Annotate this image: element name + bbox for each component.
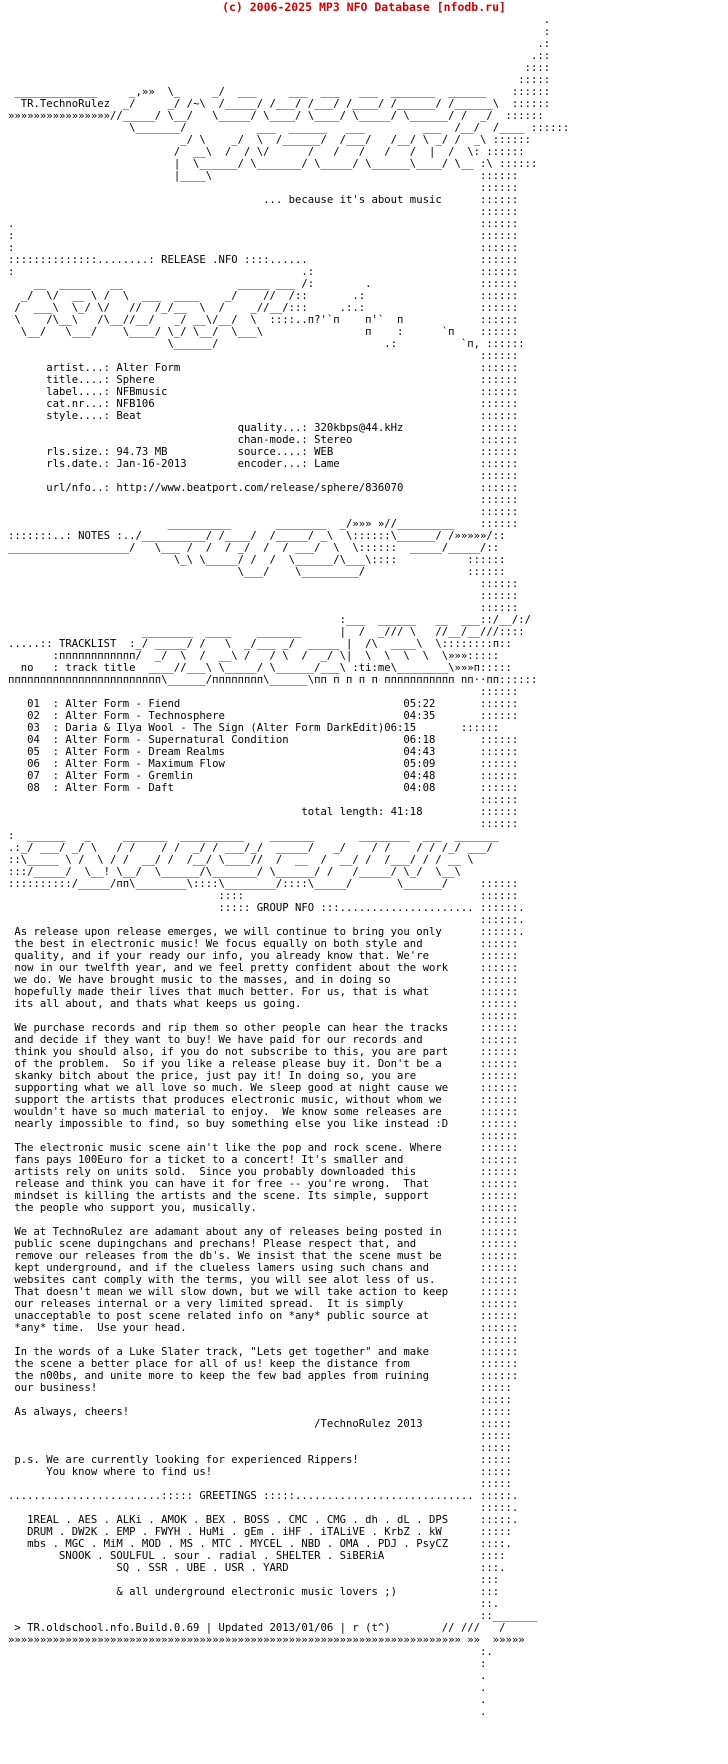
nfodb-credit-header[interactable]: (c) 2006-2025 MP3 NFO Database [nfodb.ru] [222, 0, 506, 14]
nfo-ascii-text: . : .: .:: :::: ::::: _____________ _,»» \_ _/ ___ ___ ___ ___ _______ ______ :::::: TR.TechnoRulez _/ _/ /~\ /_____/ /___/ /___/ /____/ /______/ /______\ :::::: »»»»»»»»»»»»»»»»//_____/ \__/ \_____/ \____/ \____/ \_____/ \______/ / _/ :::::: \_______/ ___ ______ ___ ___ /__/ /____ :::::: _/ \ _/ \ /______/ /___/ /__/ \ _/ / _\ :::::: / __\ / / \/ / / / / / | / \: :::::: | \______/ \_______/ \_____/ \______\____/ \__ :\ :::::: |____\ :::::: :::::: ... because it's about music :::::: :::::: . :::::: : :::::: : :::::: ::::::::::::::........: RELEASE .NFO ::::...... :::::: : .: :::::: __ _____ __ _____ ___ /: . :::::: _/ \/ __ \ / \ ___ ____ _/ // /:: .: :::::: / ___\ \_/ \/ // /_/__ \ / _//__/::: .:.: :::::: \ /\__\ /\__//__/ _/ __\/__/ \ ::::..п?'`п п'` п :::::: \__/ \___/ \____/ \_/ \__/ \___\ п : `п :::::: \______/ .: `п, :::::: :::::: artist...: Alter Form :::::: title....: Sphere :::::: label....: NFBmusic :::::: cat.nr...: NFB106 :::::: style....: Beat :::::: quality...: 320kbps@44.kHz :::::: chan-mode.: Stereo :::::: rls.size.: 94.73 MB source....: WEB :::::: rls.date.: Jan-16-2013 encoder...: Lame :::::: :::::: url/nfo..: http://www.beatport.com/release/sphere/836070 :::::: :::::: :::::: __________ ________ _/»»» »//_________ :::::: :::::::..: NOTES :../__________/ /____/ /_____/ _\ \::::::\______/ /»»»»»/:: ___________________/ \___ / / / _/ / / ___/ \ \:::::: _____/_____/:: \_\ \_____/ / / \______/\___\:::: :::::: \___/ \_________/ :::::: :::::: :::::: :::::: :___ ______ __ ___::/__/:/ ________ ____ _______ | / _/// \ //__/__///:::: .....:: TRACKLIST :_/ _____/ / \ _/___ _/ _____ | /\ ____\ \::::::::п:: :пппппппппппп/ _/ \ / __\ / / \ / _/ \| \ \ \ \ \»»»::::: no : track title ____//___\ \_____/ \______/___\ :ti:me\________\»»»п::::: пппппппппппппппппппппппп\______/пппппппп\______\пп п п п п ппппппппппп пп··пп:::::: :::::: 01 : Alter Form - Fiend 05:22 :::::: 02 : Alter Form - Technosphere 04:35 :::::: 03 : Daria & Ilya Wool - The Sign (Alter Form DarkEdit)06:15 :::::: 04 : Alter Form - Supernatural Condition 06:18 :::::: 05 : Alter Form - Dream Realms 04:43 :::::: 06 : Alter Form - Maximum Flow 05:09 :::::: 07 : Alter Form - Gremlin 04:48 :::::: 08 : Alter Form - Daft 04:08 :::::: :::::: total length: 41:18 :::::: :::::: : ______ _ _______ __________ _______ ________ ___ _______ .:_/ ___/ _/ \ / / / / _/ / ___/_/ _____/ _/ / / / / /_/ ___/ ::\_____ \ / \ / / __/ / /__/ \____// / __ / __/ / /___/ / / __ \ :::/_____/ \__! \__/ \______/\_______/ \______/ / /_____/ \_/ \__\ ::::::::::/_____/пп\________\::::\________/::::\_____/ \______/ :::::: :::: :::::: ::::: GROUP NFO :::..................... ::::::. ::::::. As release upon release emerges, we will continue to bring you only ::::::. the best in electronic music! We focus equally on both style and :::::: quality, and if your ready our info, you already know that. We're :::::: now in our twelfth year, and we feel pretty confident about the work :::::: we do. We have brought music to the masses, and in doing so :::::: hopefully made their lives that much better. For us, that is what :::::: its all about, and thats what keeps us going. :::::: :::::: We purchase records and rip them so other people can hear the tracks :::::: and decide if they want to buy! We have paid for our records and :::::: think you should also, if you do not subscribe to this, you are part :::::: of the problem. So if you like a release please buy it. Don't be a :::::: skanky bitch about the price, just pay it! In doing so, you are :::::: supporting what we all love so much. We sleep good at night cause we :::::: support the artists that produces electronic music, without whom we :::::: wouldn't have so much material to enjoy. We know some releases are :::::: nearly impossible to find, so buy something else you like instead :D :::::: :::::: The electronic music scene ain't like the pop and rock scene. Where :::::: fans pays 100Euro for a ticket to a concert! It's smaller and :::::: artists rely on units sold. Since you probably downloaded this :::::: release and think you can have it for free -- you're wrong. That :::::: mindset is killing the artists and the scene. Its simple, support :::::: the people who support you, musically. :::::: :::::: We at TechnoRulez are adamant about any of releases being posted in :::::: public scene dupingchans and prechans! Please respect that, and :::::: remove our releases from the db's. We insist that the scene must be :::::: kept underground, and if the clueless lamers using such chans and :::::: websites cant comply with the terms, you will see alot less of us. :::::: That doesn't mean we will slow down, but we will take action to keep :::::: our releases internal or a very limited spread. It is simply :::::: unacceptable to post scene related info on *any* public source at :::::: *any* time. Use your head. :::::: :::::: In the words of a Luke Slater track, "Lets get together" and make :::::: the scene a better place for all of us! keep the distance from :::::: the n00bs, and unite more to keep the few bad apples from ruining :::::: our business! ::::: ::::: As always, cheers! ::::: /TechnoRulez 2013 ::::: ::::: ::::: p.s. We are currently looking for experienced Rippers! ::::: You know where to find us! ::::: ::::: ........................::::: GREETINGS :::::............................ :::::. :::::. 1REAL . AES . ALKi . AMOK . BEX . BOSS . CMC . CMG . dh . dL . DPS :::::. DRUM . DW2K . EMP . FWYH . HuMi . gEm . iHF . iTALiVE . KrbZ . kW ::::: mbs . MGC . MiM . MOD . MS . MTC . MYCEL . NBD . OMA . PDJ . PsyCZ ::::. SNOOK . SOULFUL . sour . radial . SHELTER . SiBERiA :::: SQ . SSR . UBE . USR . YARD :::. ::: & all underground electronic music lovers ;) ::: ::. ::_______ > TR.oldschool.nfo.Build.0.69 | Updated 2013/01/06 | r (t^) // /// / »»»»»»»»»»»»»»»»»»»»»»»»»»»»»»»»»»»»»»»»»»»»»»»»»»»»»»»»»»»»»»»»»»»»»»» »» »»»»» :. : . . . . [8, 14, 570, 1718]
